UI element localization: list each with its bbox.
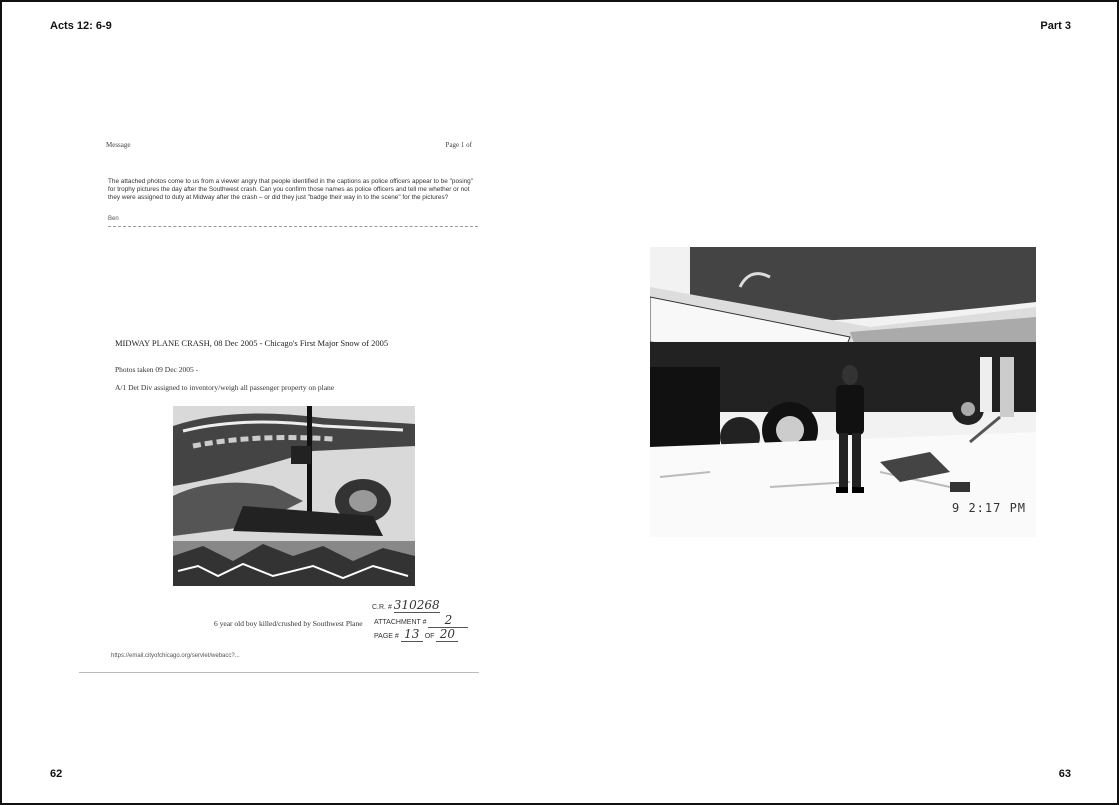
attachment-label: ATTACHMENT # <box>374 619 427 626</box>
crash-scene-photo-icon <box>173 406 415 586</box>
photos-taken-line: Photos taken 09 Dec 2005 - <box>115 365 199 374</box>
of-value: 20 <box>436 627 458 642</box>
of-label: OF <box>424 633 435 640</box>
email-url: https://email.cityofchicago.org/servlet/webacc?... <box>111 653 240 659</box>
cr-value: 310268 <box>393 598 440 612</box>
bottom-rule <box>79 672 479 673</box>
photo-caption: 6 year old boy killed/crushed by Southwest Plane <box>214 619 363 628</box>
report-title: MIDWAY PLANE CRASH, 08 Dec 2005 - Chicago's First Major Snow of 2005 <box>115 338 389 348</box>
attachment-number <box>374 613 468 628</box>
running-header-left: Acts 12: 6-9 <box>50 20 112 32</box>
divider <box>108 226 478 227</box>
scanned-email-sheet <box>74 110 514 680</box>
page-field-label: PAGE # <box>374 633 399 640</box>
assignment-line: A/1 Det Div assigned to inventory/weigh all passenger property on plane <box>115 383 335 392</box>
page-number-left: 62 <box>50 768 63 780</box>
message-page-label: Page 1 of <box>445 141 472 149</box>
attachment-value: 2 <box>428 613 468 628</box>
message-label: Message <box>106 141 131 149</box>
message-header <box>106 141 472 149</box>
page-number-field <box>374 627 458 642</box>
message-signature: Ben <box>108 216 119 222</box>
cr-label: C.R. # <box>372 604 392 611</box>
page-number-right: 63 <box>1058 768 1071 780</box>
photo-timestamp: 9 2:17 PM <box>952 501 1027 515</box>
officer-by-aircraft-photo-icon <box>650 247 1036 537</box>
message-body: The attached photos come to us from a viewer angry that people identified in the captions as police officers appear to be "posing" for trophy pictures the day after the Southwest crash. Can you confirm those names as police officers and tell me whether or not they were assigned to duty at Midway after the crash – or did they just "badge their way in to the scene" for the pictures? <box>108 178 473 201</box>
running-header-right: Part 3 <box>1040 20 1071 32</box>
page-field-value: 13 <box>401 627 423 642</box>
right-photo-frame <box>640 245 1042 550</box>
cr-number <box>372 598 440 613</box>
